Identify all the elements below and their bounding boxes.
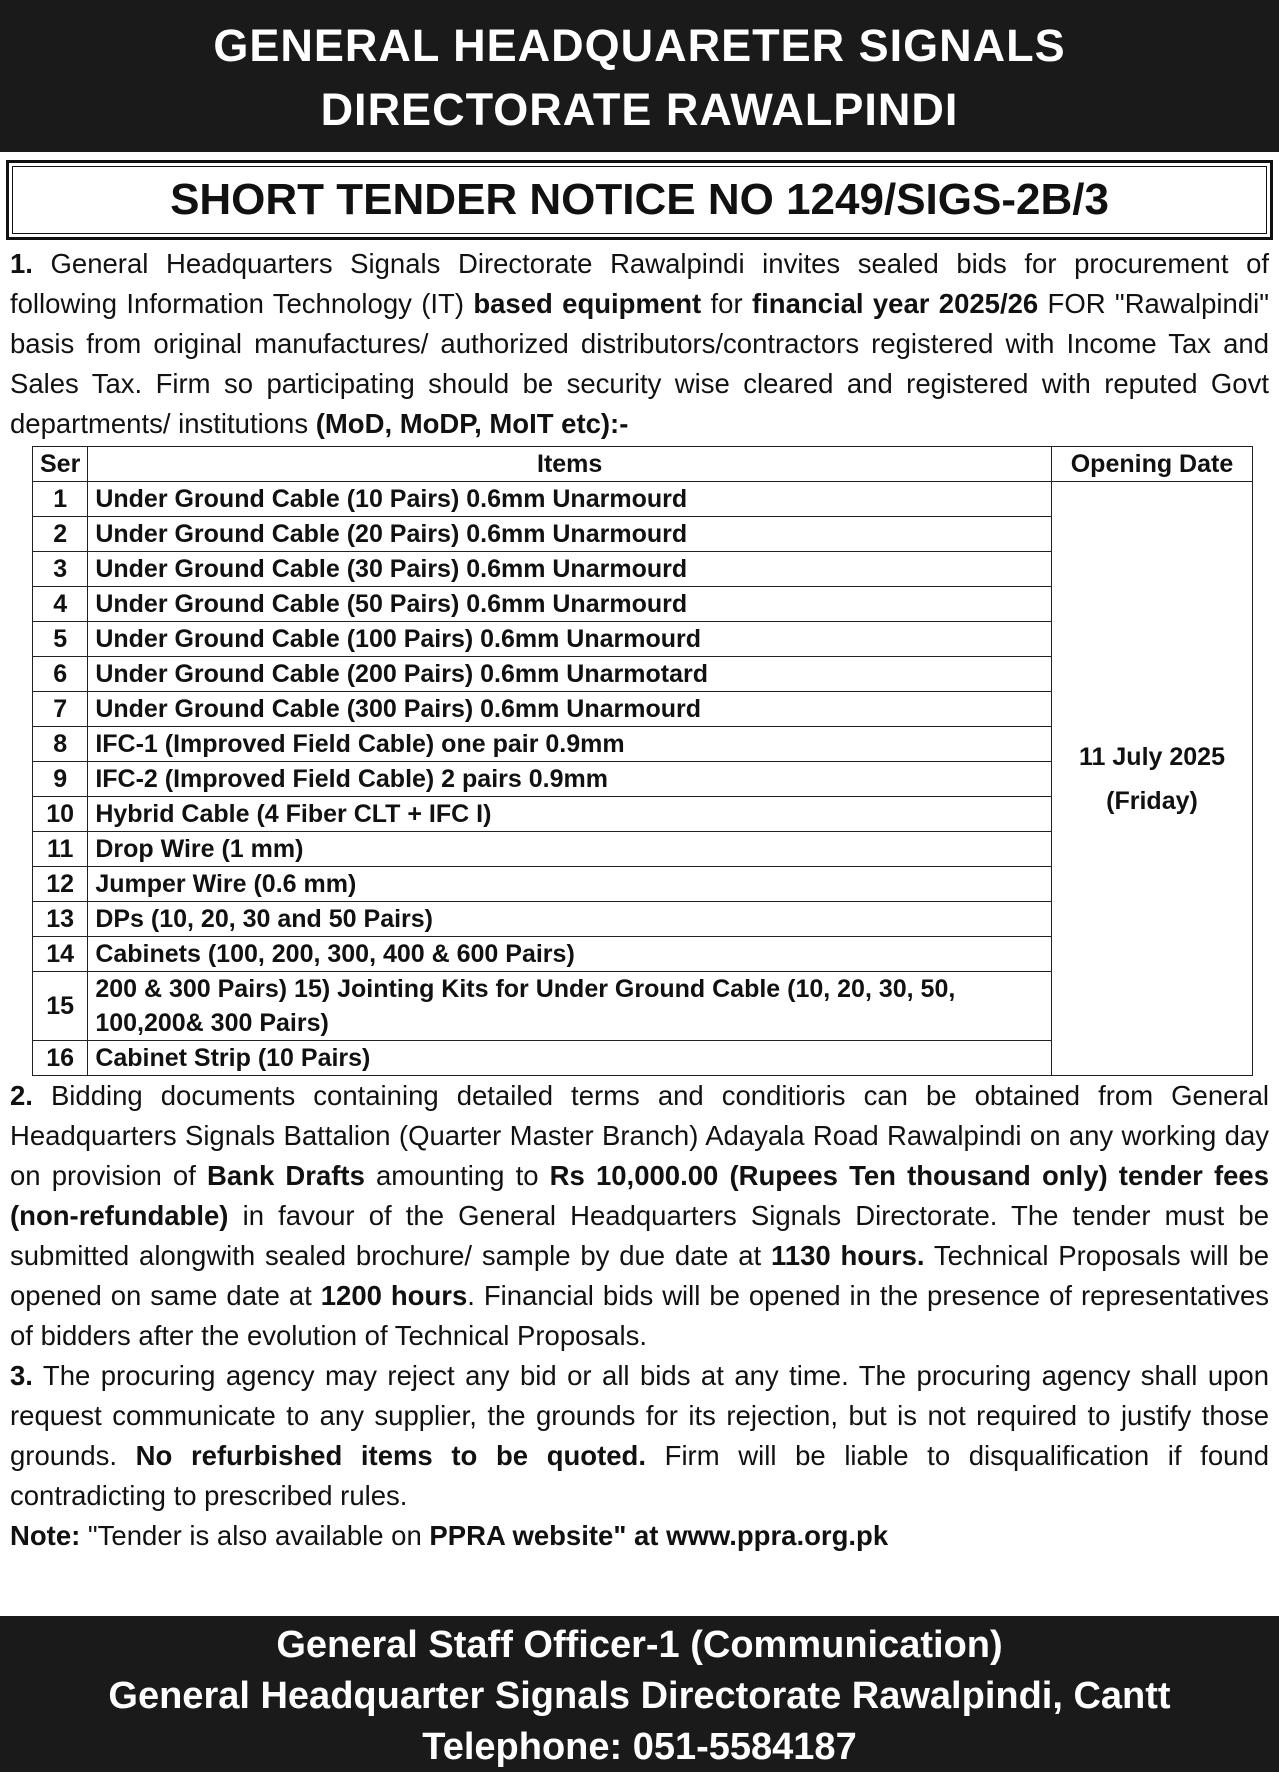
header-line-2: DIRECTORATE RAWALPINDI <box>320 84 959 135</box>
paragraph-2 <box>0 1076 1279 1356</box>
para1-text-3: FOR "Rawalpindi" basis from original manufactures/ authorized distributors/contractors registered with Income Tax and Sales Tax. Firm so participating should be security wise cleared and registered with reputed Govt departments/ institutions <box>10 288 1269 439</box>
header-banner <box>0 0 1279 152</box>
items-table-body <box>33 482 1253 1076</box>
note-line <box>0 1516 1279 1556</box>
para1-text-1: General Headquarters Signals Directorate Rawalpindi invites sealed bids for procurement of following Information Technology (IT) <box>10 248 1269 319</box>
row-ser: 10 <box>33 797 88 832</box>
row-ser: 13 <box>33 902 88 937</box>
header-line-1: GENERAL HEADQUARETER SIGNALS <box>213 20 1066 71</box>
row-item: Under Ground Cable (10 Pairs) 0.6mm Unarmourd <box>88 482 1052 517</box>
header-opening-date: Opening Date <box>1052 447 1253 482</box>
table-row <box>33 482 1253 517</box>
row-ser: 6 <box>33 657 88 692</box>
row-item: Under Ground Cable (300 Pairs) 0.6mm Unarmourd <box>88 692 1052 727</box>
row-ser: 11 <box>33 832 88 867</box>
para3-text-2: Firm will be liable to disqualification if found contradicting to prescribed rules. <box>10 1440 1269 1511</box>
para1-bold-2: financial year 2025/26 <box>751 288 1039 319</box>
row-ser: 8 <box>33 727 88 762</box>
row-item: Under Ground Cable (30 Pairs) 0.6mm Unarmourd <box>88 552 1052 587</box>
para2-text-4: Technical Proposals will be opened on same date at <box>10 1240 1269 1311</box>
row-item: 200 & 300 Pairs) 15) Jointing Kits for Under Ground Cable (10, 20, 30, 50, 100,200& 300 Pairs) <box>88 972 1052 1041</box>
row-item: Under Ground Cable (100 Pairs) 0.6mm Unarmourd <box>88 622 1052 657</box>
opening-date-cell <box>1052 482 1253 1076</box>
note-bold: PPRA website" at www.ppra.org.pk <box>429 1520 889 1551</box>
opening-day: (Friday) <box>1106 786 1198 815</box>
para2-bold-2: Rs 10,000.00 (Rupees Ten thousand only) tender fees (non-refundable) <box>10 1160 1270 1231</box>
row-item: IFC-1 (Improved Field Cable) one pair 0.9mm <box>88 727 1052 762</box>
row-ser: 3 <box>33 552 88 587</box>
paragraph-1 <box>0 244 1279 444</box>
para3-text-1: The procuring agency may reject any bid or all bids at any time. The procuring agency shall upon request communicate to any supplier, the grounds for its rejection, but is not required to justify those grounds. <box>10 1360 1269 1471</box>
row-item: DPs (10, 20, 30 and 50 Pairs) <box>88 902 1052 937</box>
row-item: Under Ground Cable (200 Pairs) 0.6mm Unarmotard <box>88 657 1052 692</box>
para2-text-5: . Financial bids will be opened in the presence of representatives of bidders after the evolution of Technical Proposals. <box>10 1280 1269 1351</box>
para2-bold-3: 1130 hours. <box>771 1240 925 1271</box>
row-item: Hybrid Cable (4 Fiber CLT + IFC I) <box>88 797 1052 832</box>
row-item: Under Ground Cable (50 Pairs) 0.6mm Unarmourd <box>88 587 1052 622</box>
para2-bold-4: 1200 hours <box>320 1280 468 1311</box>
header-ser: Ser <box>33 447 88 482</box>
para1-bold-3: (MoD, MoDP, MoIT etc):- <box>315 408 629 439</box>
note-text: "Tender is also available on <box>80 1520 430 1551</box>
notice-title: SHORT TENDER NOTICE NO 1249/SIGS-2B/3 <box>6 160 1273 240</box>
paragraph-3 <box>0 1356 1279 1516</box>
note-label: Note: <box>10 1520 81 1551</box>
footer-line-2: General Headquarter Signals Directorate Rawalpindi, Cantt <box>108 1675 1171 1717</box>
row-ser: 1 <box>33 482 88 517</box>
row-item: Jumper Wire (0.6 mm) <box>88 867 1052 902</box>
opening-date: 11 July 2025 <box>1079 742 1225 771</box>
row-ser: 16 <box>33 1041 88 1076</box>
row-item: Drop Wire (1 mm) <box>88 832 1052 867</box>
row-ser: 14 <box>33 937 88 972</box>
para1-bold-1: based equipment <box>473 288 702 319</box>
para1-number: 1. <box>10 248 33 279</box>
row-item: IFC-2 (Improved Field Cable) 2 pairs 0.9mm <box>88 762 1052 797</box>
row-ser: 9 <box>33 762 88 797</box>
para2-text-3: in favour of the General Headquarters Signals Directorate. The tender must be submitted alongwith sealed brochure/ sample by due date at <box>10 1200 1269 1271</box>
para2-text-2: amounting to <box>364 1160 550 1191</box>
table-header-row <box>33 447 1253 482</box>
para3-bold-1: No refurbished items to be quoted. <box>135 1440 646 1471</box>
para2-text-1: Bidding documents containing detailed terms and conditioris can be obtained from General Headquarters Signals Battalion (Quarter Master Branch) Adayala Road Rawalpindi on any working day on provision of <box>10 1080 1269 1191</box>
para3-number: 3. <box>10 1360 33 1391</box>
row-ser: 7 <box>33 692 88 727</box>
footer-banner <box>0 1616 1279 1772</box>
row-ser: 15 <box>33 972 88 1041</box>
row-item: Under Ground Cable (20 Pairs) 0.6mm Unarmourd <box>88 517 1052 552</box>
para1-text-2: for <box>701 288 752 319</box>
row-item: Cabinets (100, 200, 300, 400 & 600 Pairs) <box>88 937 1052 972</box>
footer-telephone: Telephone: 051-5584187 <box>422 1726 857 1768</box>
row-ser: 12 <box>33 867 88 902</box>
para2-bold-1: Bank Drafts <box>207 1160 365 1191</box>
items-table <box>32 446 1253 1076</box>
row-ser: 4 <box>33 587 88 622</box>
row-ser: 5 <box>33 622 88 657</box>
row-ser: 2 <box>33 517 88 552</box>
para2-number: 2. <box>10 1080 33 1111</box>
row-item: Cabinet Strip (10 Pairs) <box>88 1041 1052 1076</box>
footer-line-1: General Staff Officer-1 (Communication) <box>276 1624 1003 1666</box>
header-items: Items <box>88 447 1052 482</box>
